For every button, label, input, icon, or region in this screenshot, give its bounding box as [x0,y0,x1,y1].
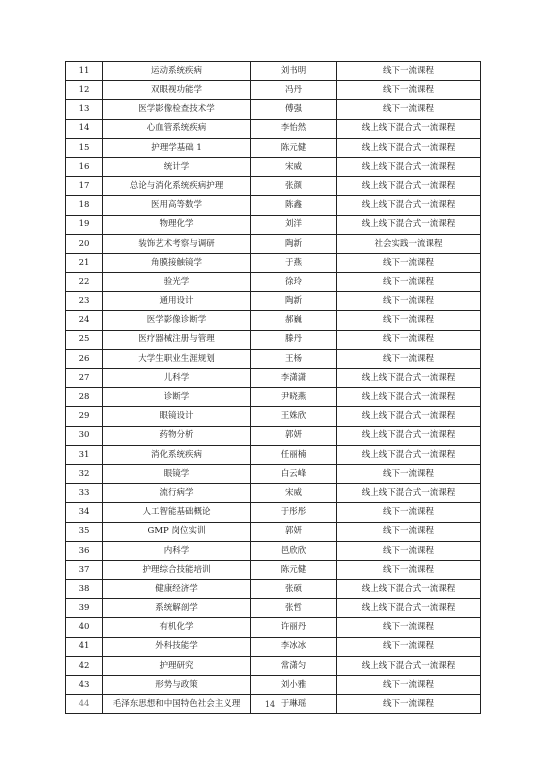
cell-course-name: 消化系统疾病 [103,445,251,464]
table-row [66,580,481,599]
cell-teacher: 陈鑫 [251,196,337,215]
table-row [66,388,481,407]
cell-category: 线下一流课程 [337,292,481,311]
cell-course-name: 毛泽东思想和中国特色社会主义理 [103,695,251,714]
cell-teacher: 王姝欣 [251,407,337,426]
cell-course-name: 眼镜设计 [103,407,251,426]
table-row [66,349,481,368]
cell-teacher: 冯丹 [251,81,337,100]
table-row [66,81,481,100]
table-row [66,656,481,675]
cell-number: 25 [66,330,103,349]
cell-category: 线下一流课程 [337,522,481,541]
cell-category: 线下一流课程 [337,62,481,81]
table-row [66,330,481,349]
cell-number: 22 [66,273,103,292]
cell-course-name: 验光学 [103,273,251,292]
cell-category: 线下一流课程 [337,349,481,368]
cell-course-name: 护理研究 [103,656,251,675]
cell-number: 44 [66,695,103,714]
cell-number: 37 [66,560,103,579]
cell-teacher: 陶新 [251,292,337,311]
cell-teacher: 郭妍 [251,426,337,445]
cell-teacher: 滕丹 [251,330,337,349]
cell-number: 38 [66,580,103,599]
cell-teacher: 宋威 [251,157,337,176]
cell-teacher: 李怡然 [251,119,337,138]
cell-teacher: 白云峰 [251,464,337,483]
cell-category: 线下一流课程 [337,618,481,637]
cell-category: 线上线下混合式一流课程 [337,177,481,196]
cell-number: 16 [66,157,103,176]
table-row [66,138,481,157]
cell-course-name: 医用高等数学 [103,196,251,215]
cell-number: 13 [66,100,103,119]
table-row [66,676,481,695]
cell-number: 36 [66,541,103,560]
table-row [66,484,481,503]
cell-number: 40 [66,618,103,637]
cell-category: 线上线下混合式一流课程 [337,445,481,464]
cell-teacher: 傅强 [251,100,337,119]
table-row [66,177,481,196]
cell-teacher: 张颜 [251,177,337,196]
cell-course-name: 健康经济学 [103,580,251,599]
cell-category: 线下一流课程 [337,330,481,349]
cell-category: 线上线下混合式一流课程 [337,388,481,407]
cell-number: 33 [66,484,103,503]
cell-number: 32 [66,464,103,483]
cell-course-name: 医学影像检查技术学 [103,100,251,119]
cell-number: 28 [66,388,103,407]
table-row [66,62,481,81]
cell-category: 线上线下混合式一流课程 [337,580,481,599]
table-row [66,369,481,388]
cell-teacher: 宋威 [251,484,337,503]
cell-course-name: GMP 岗位实训 [103,522,251,541]
cell-category: 线上线下混合式一流课程 [337,157,481,176]
cell-course-name: 流行病学 [103,484,251,503]
table-row [66,426,481,445]
cell-teacher: 郭妍 [251,522,337,541]
cell-teacher: 尹晓燕 [251,388,337,407]
cell-category: 线上线下混合式一流课程 [337,407,481,426]
cell-category: 线下一流课程 [337,560,481,579]
cell-course-name: 通用设计 [103,292,251,311]
cell-category: 线下一流课程 [337,464,481,483]
cell-category: 线上线下混合式一流课程 [337,656,481,675]
cell-course-name: 医疗器械注册与管理 [103,330,251,349]
cell-course-name: 护理学基础 1 [103,138,251,157]
cell-number: 26 [66,349,103,368]
cell-course-name: 角膜接触镜学 [103,253,251,272]
cell-category: 线下一流课程 [337,541,481,560]
cell-number: 30 [66,426,103,445]
table-row [66,234,481,253]
cell-teacher: 郝巍 [251,311,337,330]
cell-category: 线下一流课程 [337,273,481,292]
cell-number: 41 [66,637,103,656]
cell-number: 24 [66,311,103,330]
course-list-table [65,61,481,714]
cell-number: 43 [66,676,103,695]
table-row [66,407,481,426]
cell-number: 35 [66,522,103,541]
cell-teacher: 许丽丹 [251,618,337,637]
cell-teacher: 刘洋 [251,215,337,234]
cell-teacher: 张哲 [251,599,337,618]
cell-course-name: 双眼视功能学 [103,81,251,100]
cell-course-name: 形势与政策 [103,676,251,695]
cell-number: 18 [66,196,103,215]
table-row [66,503,481,522]
cell-category: 线上线下混合式一流课程 [337,138,481,157]
cell-number: 27 [66,369,103,388]
cell-teacher: 陈元健 [251,560,337,579]
cell-number: 19 [66,215,103,234]
page-number: 14 [264,700,276,709]
cell-teacher: 陶新 [251,234,337,253]
cell-category: 线上线下混合式一流课程 [337,426,481,445]
cell-teacher: 任丽楠 [251,445,337,464]
cell-course-name: 装饰艺术考察与调研 [103,234,251,253]
cell-category: 线下一流课程 [337,503,481,522]
cell-category: 线上线下混合式一流课程 [337,196,481,215]
cell-course-name: 护理综合技能培训 [103,560,251,579]
cell-course-name: 运动系统疾病 [103,62,251,81]
cell-teacher: 于彤彤 [251,503,337,522]
cell-course-name: 医学影像诊断学 [103,311,251,330]
cell-category: 线上线下混合式一流课程 [337,484,481,503]
cell-category: 线下一流课程 [337,253,481,272]
table-row [66,560,481,579]
cell-number: 21 [66,253,103,272]
cell-course-name: 内科学 [103,541,251,560]
cell-number: 17 [66,177,103,196]
cell-number: 42 [66,656,103,675]
cell-number: 14 [66,119,103,138]
cell-teacher: 陈元健 [251,138,337,157]
table-row [66,196,481,215]
cell-course-name: 人工智能基础概论 [103,503,251,522]
cell-course-name: 诊断学 [103,388,251,407]
cell-course-name: 心血管系统疾病 [103,119,251,138]
table-row [66,215,481,234]
cell-teacher: 常潇匀 [251,656,337,675]
cell-teacher: 王杨 [251,349,337,368]
cell-number: 12 [66,81,103,100]
cell-teacher: 徐玲 [251,273,337,292]
table-row [66,637,481,656]
table-body [66,62,481,714]
cell-category: 线上线下混合式一流课程 [337,369,481,388]
table-row [66,157,481,176]
cell-course-name: 眼镜学 [103,464,251,483]
cell-teacher: 于琳瑶 [251,695,337,714]
cell-course-name: 儿科学 [103,369,251,388]
cell-number: 34 [66,503,103,522]
cell-teacher: 刘书明 [251,62,337,81]
table-row [66,618,481,637]
cell-category: 线上线下混合式一流课程 [337,119,481,138]
cell-number: 39 [66,599,103,618]
table-row [66,100,481,119]
cell-category: 线下一流课程 [337,81,481,100]
table-row [66,445,481,464]
cell-teacher: 张硕 [251,580,337,599]
cell-category: 线下一流课程 [337,695,481,714]
cell-number: 31 [66,445,103,464]
cell-course-name: 外科技能学 [103,637,251,656]
table-row [66,599,481,618]
cell-teacher: 于燕 [251,253,337,272]
cell-course-name: 药物分析 [103,426,251,445]
cell-category: 线下一流课程 [337,311,481,330]
table-row [66,253,481,272]
cell-number: 11 [66,62,103,81]
cell-number: 15 [66,138,103,157]
cell-category: 社会实践一流课程 [337,234,481,253]
cell-course-name: 统计学 [103,157,251,176]
table-row [66,522,481,541]
table-row [66,273,481,292]
table-row [66,292,481,311]
cell-course-name: 系统解剖学 [103,599,251,618]
cell-course-name: 大学生职业生涯规划 [103,349,251,368]
cell-category: 线下一流课程 [337,100,481,119]
table-row [66,464,481,483]
cell-course-name: 有机化学 [103,618,251,637]
cell-category: 线下一流课程 [337,637,481,656]
cell-number: 29 [66,407,103,426]
cell-teacher: 邑欣欣 [251,541,337,560]
table-row [66,311,481,330]
cell-teacher: 李潇潇 [251,369,337,388]
cell-course-name: 物理化学 [103,215,251,234]
cell-number: 23 [66,292,103,311]
cell-course-name: 总论与消化系统疾病护理 [103,177,251,196]
cell-category: 线上线下混合式一流课程 [337,215,481,234]
cell-category: 线上线下混合式一流课程 [337,599,481,618]
table-row [66,119,481,138]
cell-teacher: 刘小雅 [251,676,337,695]
table-row [66,541,481,560]
cell-number: 20 [66,234,103,253]
cell-teacher: 李冰冰 [251,637,337,656]
cell-category: 线下一流课程 [337,676,481,695]
